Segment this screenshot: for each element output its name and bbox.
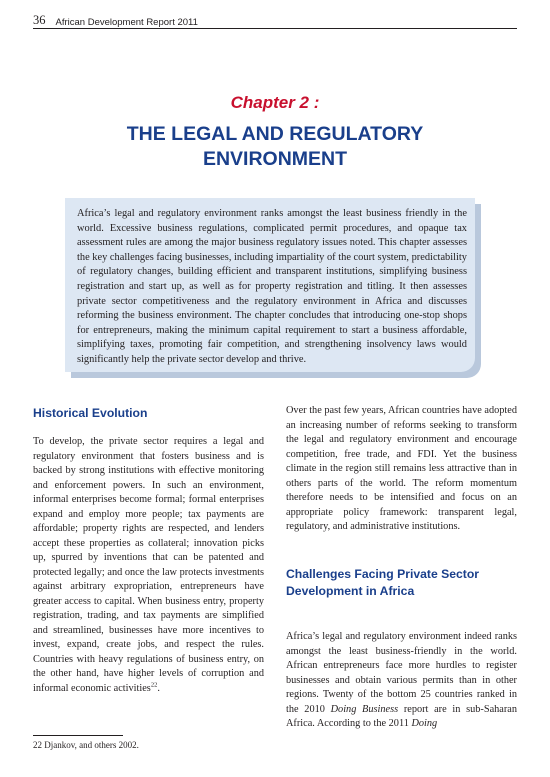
chapter-title bbox=[33, 122, 517, 172]
doing-business-title-1: Doing Business bbox=[330, 703, 399, 715]
doing-business-title-2: Doing bbox=[411, 718, 438, 729]
challenges-text-mid: report are in sub-Saharan Africa. According to the 2011 bbox=[286, 703, 518, 729]
header-rule bbox=[33, 28, 517, 29]
page-header bbox=[33, 8, 198, 28]
section-heading-challenges bbox=[286, 566, 517, 600]
historical-evolution-text-end: . bbox=[157, 682, 160, 694]
running-title: African Development Report 2011 bbox=[55, 17, 198, 28]
chapter-abstract: Africa’s legal and regulatory environment ranks amongst the least business friendly in the world. Excessive business regulations, complicated permit procedures, and opaque tax assessment rules are among the major business regulatory issues noted. This chapter assesses the key challenges facing businesses, including impartiality of the court system, predictability of regulatory changes, building efficient and transparent institutions, simplifying business registration and start up, as well as for property registration and titling. It then assesses private sector competitiveness and the regulatory environment in Africa and discusses reforming the business environment. The chapter concludes that introducing one-stop shops for entrepreneurs, making the minimum capital requirement to start a business affordable, simplifying taxes, promoting fair competition, and strengthening insolvency laws would significantly help the private sector develop and thrive. bbox=[65, 198, 475, 372]
historical-evolution-paragraph bbox=[33, 435, 264, 696]
footnote: 22 Djankov, and others 2002. bbox=[33, 740, 139, 750]
footnote-reference: 22 bbox=[150, 681, 158, 689]
right-column-intro-paragraph: Over the past few years, African countries have adopted an increasing number of reforms seeking to transform the legal and regulatory environment and encourage competition, free trade, and FDI. Yet the business climate in the region still remains less attractive than in others parts of the world. The reform momentum therefore needs to be intensified and focus on an appropriate policy framework: transparent legal, regulatory, and administrative institutions. bbox=[286, 405, 517, 532]
historical-evolution-text: To develop, the private sector requires a legal and regulatory environment that fosters business and is backed by strong institutions with effective monitoring and enforcement powers. In such an environment, informal enterprises become formal; formal enterprises expand and employ more people; tax payments are affordable; property rights are respected, and lenders accept these properties as collateral; innovation picks up, spurred by inventions that can be patented and protected legally; and once the law protects investments against arbitrary expropriation, entrepreneurs have greater access to capital. When business entry, property registration, trading, and tax payments are simplified and streamlined, businesses have more incentives to invest, expand, create jobs, and respect the rules. Countries with heavy regulations of business entry, on the other hand, have higher levels of corruption and informal economic activities bbox=[33, 436, 264, 694]
challenges-heading-line-2: Development in Africa bbox=[286, 584, 415, 598]
challenges-text-start: Africa’s legal and regulatory environment indeed ranks amongst the least business-friendly in the world. African entrepreneurs face more hurdles to register businesses and obtain various permits than in other regions. Twenty of the bottom 25 countries ranked in the 2010 bbox=[286, 631, 517, 715]
challenges-heading-line-1: Challenges Facing Private Sector bbox=[286, 567, 480, 581]
page-number: 36 bbox=[33, 13, 46, 27]
chapter-label: Chapter 2 : bbox=[230, 93, 320, 112]
chapter-title-line-1: THE LEGAL AND REGULATORY bbox=[126, 123, 424, 145]
challenges-paragraph bbox=[286, 630, 517, 732]
section-heading-historical-evolution: Historical Evolution bbox=[33, 406, 148, 420]
footnote-rule bbox=[33, 735, 123, 736]
chapter-title-line-2: ENVIRONMENT bbox=[202, 148, 348, 170]
